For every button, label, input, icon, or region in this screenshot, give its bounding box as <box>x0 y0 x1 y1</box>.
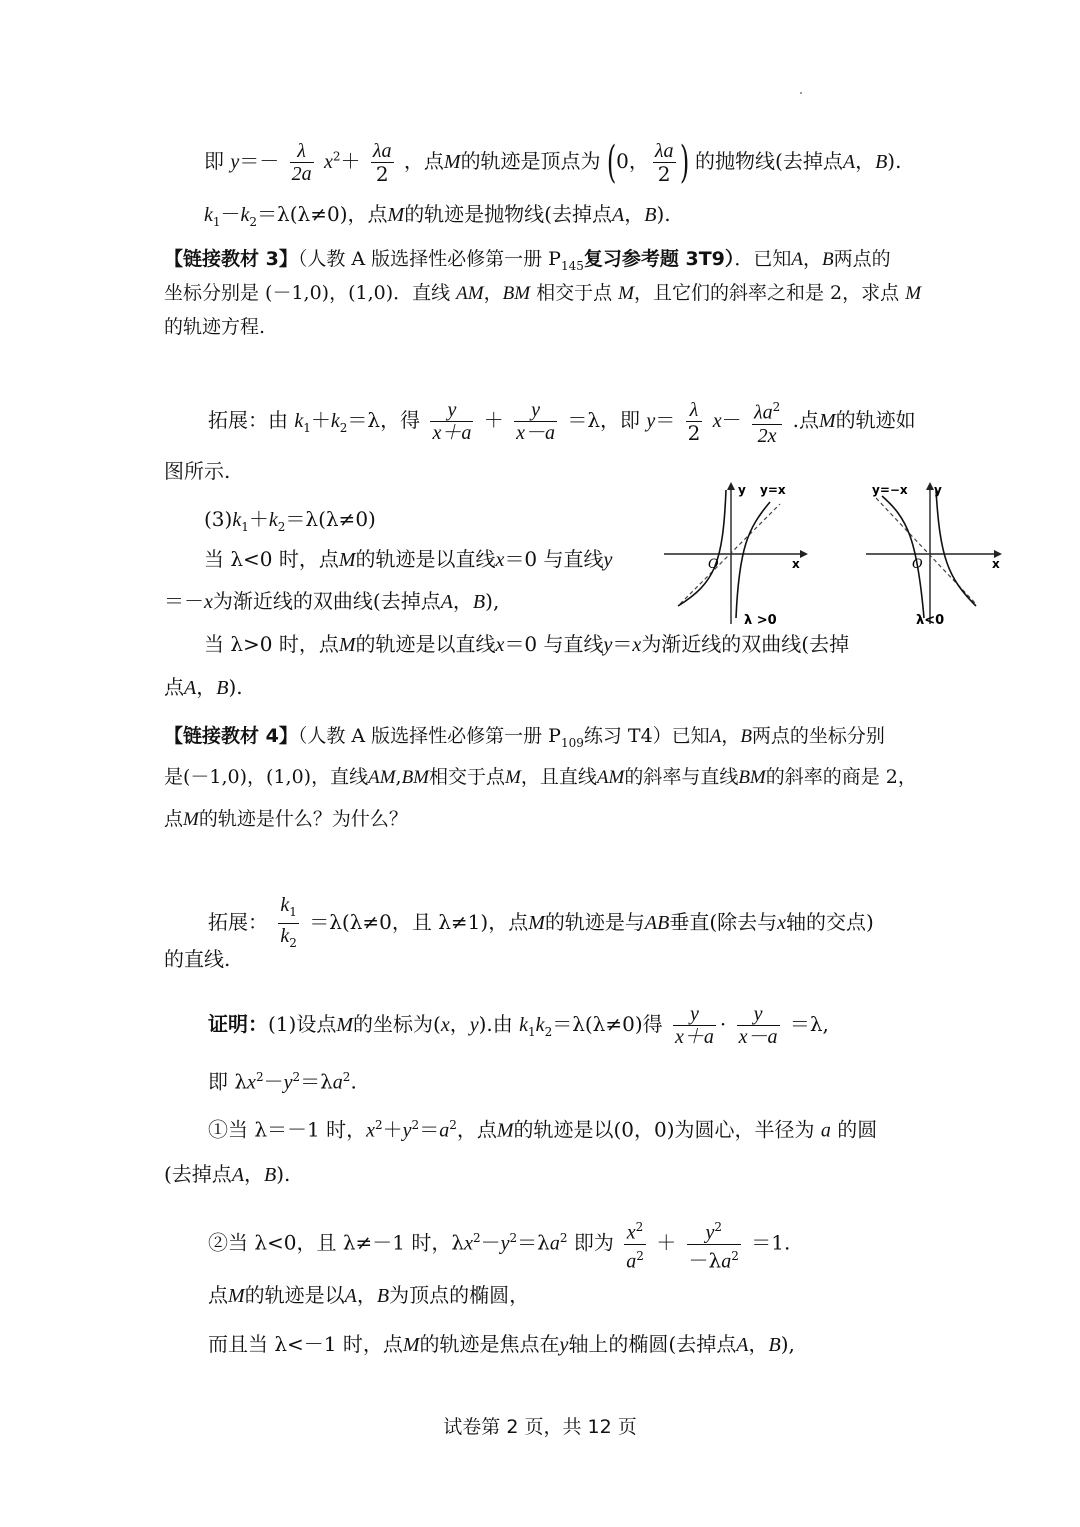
frac-proof-1: $\frac{y}{x+a}$ <box>675 1003 714 1048</box>
link4-line3: 点M的轨迹是什么？为什么？ <box>164 808 408 830</box>
frac-y2-neg-lambda-a2: $\frac{y^2}{-\lambda a^2}$ <box>687 1216 741 1272</box>
frac-lambda-2: $\frac{\lambda}{2}$ <box>687 398 701 445</box>
frac-lambda-a2-2x: $\frac{\lambda a^2}{2x}$ <box>752 396 782 447</box>
origin-label: O <box>912 557 923 572</box>
scan-speck <box>800 92 802 94</box>
frac-x2-a2: $\frac{x^2}{a^2}$ <box>624 1216 646 1272</box>
x-label: x <box>992 557 1000 571</box>
frac-lambda-2a: $\frac{\lambda}{2a}$ <box>291 140 312 185</box>
case3-pos-line1: 当 λ>0 时，点M的轨迹是以直线x＝0 与直线y＝x为渐近线的双曲线(去掉 <box>204 632 850 656</box>
x-label: x <box>792 557 800 571</box>
frac-k1-k2: $\frac{k_1}{k_2}$ <box>280 894 297 950</box>
p1-line: 即 y＝－ $\frac{\lambda}{2a}$ $x^2+$ $\frac{\lambda a}{2}$ ，点M的轨迹是顶点为 (0， $\frac{\lambda a}{2}$ ) 的抛物线(去掉点A，B). <box>204 136 902 188</box>
frac-lambda-a-2: $\frac{\lambda a}{2}$ <box>372 140 392 186</box>
hyperbola-branch-right <box>936 490 976 606</box>
ext3-line2: 图所示. <box>164 459 231 483</box>
case3-pos-line2: 点A，B). <box>164 675 243 699</box>
case2-line1: ②当 λ<0，且 λ≠－1 时，$\lambda x^2-y^2=\lambda a^2$ 即为 $\frac{x^2}{a^2}$ ＋ $\frac{y^2}{-\lambda a^2}$ ＝1. <box>208 1216 790 1272</box>
frac-y-xpa: $\frac{y}{x+a}$ <box>432 398 472 444</box>
caption: λ >0 <box>744 613 777 628</box>
ext4-line2: 的直线. <box>164 947 231 971</box>
link4-line2: 是(－1,0)，(1,0)，直线AM,BM相交于点M，且直线AM的斜率与直线BM的斜率的商是 2， <box>164 766 917 788</box>
case1-line2: (去掉点A，B). <box>164 1162 291 1186</box>
graph-lambda-negative <box>862 478 1012 630</box>
asymptote-label: y=−x <box>872 483 908 497</box>
page-footer: 试卷第 2 页，共 12 页 <box>443 1416 637 1438</box>
case2-line3: 而且当 λ<－1 时，点M的轨迹是焦点在y轴上的椭圆(去掉点A，B), <box>208 1332 795 1356</box>
link3-line2: 坐标分别是 (－1,0)，(1,0)．直线 AM，BM 相交于点 M，且它们的斜率之和是 2，求点 M <box>164 282 922 304</box>
y-axis-arrow <box>727 482 735 490</box>
graph-lambda-positive <box>660 478 810 630</box>
p2-line: $k_1-k_2=\lambda(\lambda\ne 0)$，点M的轨迹是抛物线(去掉点A，B). <box>204 202 671 229</box>
hyperbola-branch-left <box>678 490 726 606</box>
y-label: y <box>934 483 942 497</box>
frac-proof-2: $\frac{y}{x-a}$ <box>738 1003 778 1048</box>
y-axis-arrow <box>926 482 934 490</box>
frac-y-xma: $\frac{y}{x-a}$ <box>516 398 555 444</box>
caption: λ<0 <box>916 613 945 628</box>
link3-line3: 的轨迹方程. <box>164 316 266 338</box>
y-label: y <box>738 483 746 497</box>
link3-line1: 【链接教材 3】（人教 A 版选择性必修第一册 $P_{145}$复习参考题 3T9）．已知A，B两点的 <box>164 248 891 273</box>
case1-line1: ①当 λ＝－1 时，$x^2+y^2=a^2$，点M的轨迹是以(0，0)为圆心，半径为 a 的圆 <box>208 1117 878 1142</box>
case3-neg-line1: 当 λ<0 时，点M的轨迹是以直线x＝0 与直线y <box>204 547 613 571</box>
link4-line1: 【链接教材 4】（人教 A 版选择性必修第一册 $P_{109}$练习 T4）已知A，B两点的坐标分别 <box>164 725 885 750</box>
proof-line1: 证明：(1)设点M的坐标为(x，y).由 $k_1k_2=\lambda(\lambda\ne 0)$得 $\frac{y}{x+a}$ · $\frac{y}{x-a}$ ＝λ, <box>208 1003 829 1048</box>
frac-vertex: $\frac{\lambda a}{2}$ <box>654 140 674 186</box>
origin-label: O <box>708 557 719 572</box>
ext4-line1: 拓展： $\frac{k_1}{k_2}$ ＝λ(λ≠0，且 λ≠1)，点M的轨迹是与AB垂直(除去与x轴的交点) <box>208 893 874 954</box>
ext3-line1: 拓展：由 $k_1+k_2=\lambda$，得 $\frac{y}{x+a}$ ＋ $\frac{y}{x-a}$ ＝λ，即 y＝ $\frac{\lambda}{2}$ x－ $\frac{\lambda a^2}{2x}$ .点M的轨迹如 <box>208 396 916 447</box>
asymptote-label: y=x <box>760 483 786 497</box>
x-axis-arrow <box>800 550 808 558</box>
eq-line: 即 $\lambda x^2-y^2=\lambda a^2$. <box>208 1069 357 1094</box>
case2-line2: 点M的轨迹是以A，B为顶点的椭圆， <box>208 1283 530 1307</box>
case3-head: $(3)k_1+k_2=\lambda(\lambda\ne 0)$ <box>204 507 376 534</box>
case3-neg-line2: ＝－x为渐近线的双曲线(去掉点A，B), <box>164 589 500 613</box>
